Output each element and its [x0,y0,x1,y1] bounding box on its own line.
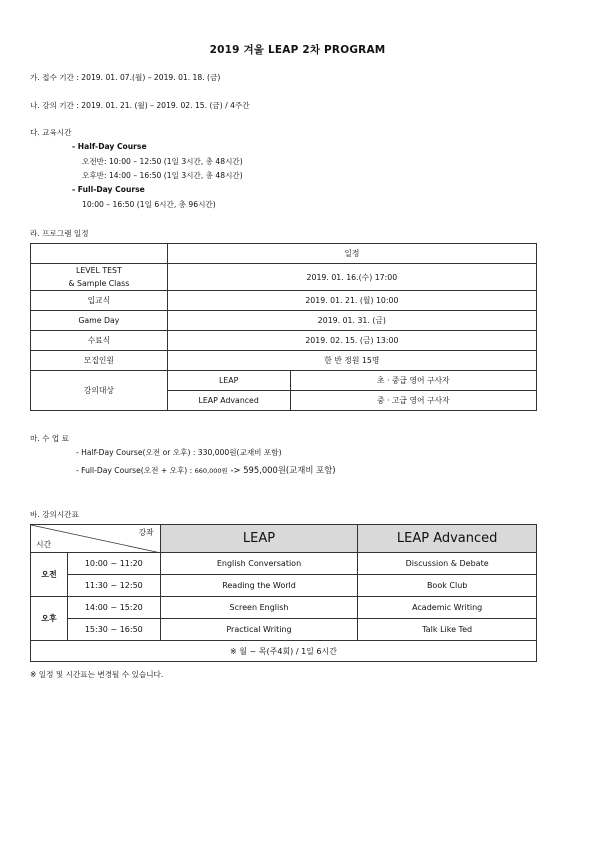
program-schedule-table [30,243,537,411]
advanced-course: Talk Like Ted [358,619,537,641]
table-row [31,311,537,331]
table-row [31,291,537,311]
change-notice: ※ 일정 및 시간표는 변경될 수 있습니다. [30,670,164,679]
full-day-time: 10:00 – 16:50 (1일 6시간, 총 96시간) [82,200,216,209]
timetable-heading: 바. 강의시간표 [30,510,79,519]
page-title: 2019 겨울 LEAP 2차 PROGRAM [209,44,386,56]
tuition-heading: 마. 수 업 료 [30,434,69,443]
table-row [31,244,537,264]
entrance-label: 입교식 [31,291,168,311]
period-am: 오전 [31,553,68,597]
column-leap-advanced: LEAP Advanced [358,525,537,553]
half-day-title: - Half-Day Course [72,142,147,151]
table-row [31,351,537,371]
leap-course: English Conversation [160,553,358,575]
level-test-label [31,264,168,291]
half-day-pm: 오후반: 14:00 – 16:50 (1일 3시간, 총 48시간) [82,171,243,180]
timetable [30,524,537,662]
time-slot: 11:30 ~ 12:50 [67,575,160,597]
lecture-period: 나. 강의 기간 : 2019. 01. 21. (월) – 2019. 02. 15. (금) / 4주간 [30,101,250,110]
timetable-footer: ※ 월 ~ 목(주4회) / 1일 6시간 [31,641,537,662]
leap-course: Reading the World [160,575,358,597]
half-day-am: 오전반: 10:00 – 12:50 (1일 3시간, 총 48시간) [82,157,243,166]
tuition-full-day-discount: -> 595,000원(교재비 포함) [227,465,336,475]
table-row [31,371,537,391]
full-day-title: - Full-Day Course [72,185,145,194]
timetable-corner [31,525,161,553]
target-leap: LEAP [167,371,290,391]
target-leap-advanced-value: 중 · 고급 영어 구사자 [290,391,536,411]
tuition-full-day-label: - Full-Day Course(오전 + 오후) : [76,466,195,475]
table-row [31,597,537,619]
corner-course-label: 강좌 [138,528,154,537]
level-test-date: 2019. 01. 16.(수) 17:00 [167,264,536,291]
period-pm: 오후 [31,597,68,641]
time-slot: 10:00 ~ 11:20 [67,553,160,575]
leap-course: Practical Writing [160,619,358,641]
entrance-date: 2019. 01. 21. (월) 10:00 [167,291,536,311]
time-slot: 14:00 ~ 15:20 [67,597,160,619]
schedule-header: 일정 [167,244,536,264]
recruit-label: 모집인원 [31,351,168,371]
target-leap-value: 초 · 중급 영어 구사자 [290,371,536,391]
leap-course: Screen English [160,597,358,619]
table-row [31,331,537,351]
time-slot: 15:30 ~ 16:50 [67,619,160,641]
table-row [31,525,537,553]
target-leap-advanced: LEAP Advanced [167,391,290,411]
tuition-half-day: - Half-Day Course(오전 or 오후) : 330,000원(교재비 포함) [76,448,282,457]
advanced-course: Academic Writing [358,597,537,619]
program-schedule-heading: 라. 프로그램 일정 [30,229,89,238]
graduation-label: 수료식 [31,331,168,351]
education-time-heading: 다. 교육시간 [30,128,72,137]
level-test-line2: & Sample Class [68,279,130,288]
tuition-full-day-original: 660,000원 [194,467,228,475]
game-day-date: 2019. 01. 31. (금) [167,311,536,331]
table-row [31,553,537,575]
application-period: 가. 접수 기간 : 2019. 01. 07.(월) – 2019. 01. 18. (금) [30,73,221,82]
column-leap: LEAP [160,525,358,553]
graduation-date: 2019. 02. 15. (금) 13:00 [167,331,536,351]
table-row [31,641,537,662]
table-row [31,619,537,641]
advanced-course: Discussion & Debate [358,553,537,575]
game-day-label: Game Day [31,311,168,331]
target-label: 강의대상 [31,371,168,411]
table-row [31,264,537,291]
advanced-course: Book Club [358,575,537,597]
table-cell [31,244,168,264]
recruit-value: 한 반 정원 15명 [167,351,536,371]
tuition-full-day [76,464,336,476]
level-test-line1: LEVEL TEST [75,266,122,275]
table-row [31,575,537,597]
corner-time-label: 시간 [36,540,52,549]
